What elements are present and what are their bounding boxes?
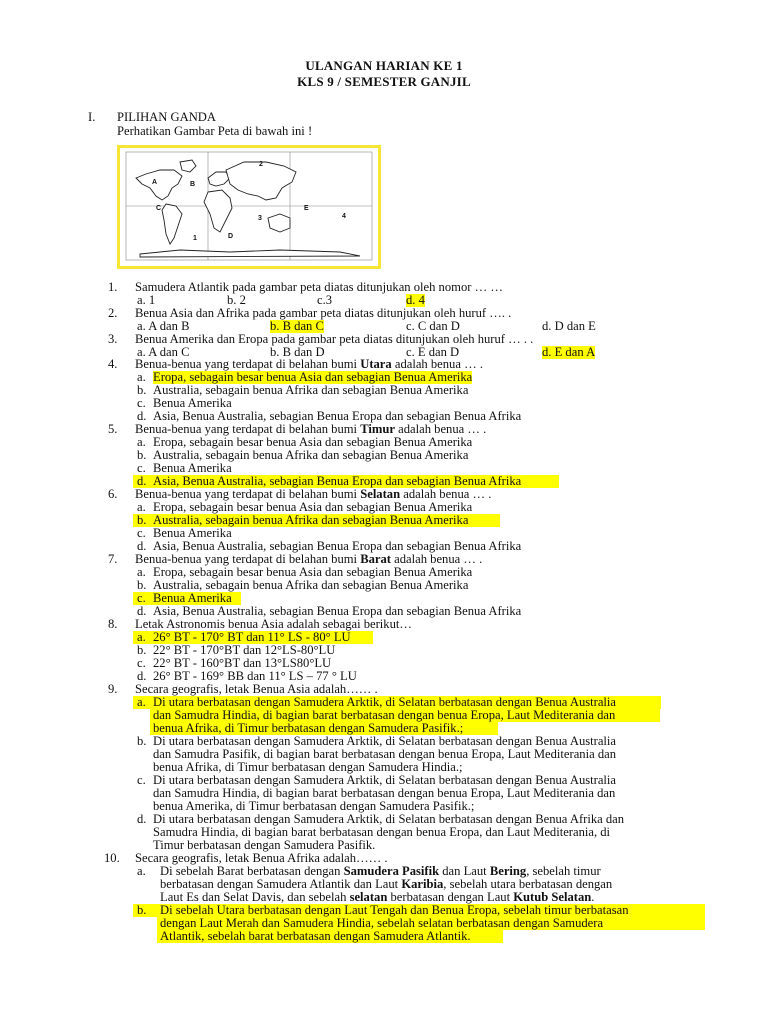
map-label-1: 1 (193, 235, 197, 242)
keyword: Utara (360, 357, 392, 371)
option-c: c. E dan D (406, 345, 460, 359)
option-b: 22° BT - 170°BT dan 12°LS-80°LU (153, 643, 336, 657)
map-label-c: C (156, 205, 162, 212)
option-row: c. Di utara berbatasan dengan Samudera Arktik, di Selatan berbatasan dengan Benua Australia (137, 773, 617, 787)
option-a-highlighted: 26° BT - 170° BT dan 11° LS - 80° LU (153, 630, 351, 644)
question-number: 5. (108, 422, 118, 436)
option-row: c. 22° BT - 160°BT dan 13°LS80°LU (137, 656, 332, 670)
option-row: d. Di utara berbatasan dengan Samudera Arktik, di Selatan berbatasan dengan Benua Afrika dan (137, 812, 625, 826)
option-continuation: Timur berbatasan dengan Samudera Pasifik. (153, 838, 376, 852)
option-row: c. Benua Amerika (137, 396, 232, 410)
section-title: PILIHAN GANDA (117, 110, 216, 124)
option-d-highlighted: d. 4 (406, 293, 425, 307)
option-a: Di sebelah Barat berbatasan dengan Samudera Pasifik dan Laut Bering, sebelah timur (160, 864, 601, 878)
option-row: d. Asia, Benua Australia, sebagian Benua Eropa dan sebagian Benua Afrika (137, 604, 522, 618)
keyword: Selatan (360, 487, 401, 501)
option-b: Di utara berbatasan dengan Samudera Arktik, di Selatan berbatasan dengan Benua Australia (153, 734, 617, 748)
question-number: 4. (108, 357, 118, 371)
map-label-3: 3 (258, 215, 262, 222)
question-text: Samudera Atlantik pada gambar peta diatas ditunjukan oleh nomor … … (135, 280, 503, 294)
question-1 (0, 281, 768, 294)
option-b-highlighted: b. B dan C (270, 319, 324, 333)
map-label-a: A (152, 179, 158, 186)
option-a: a. 1 (137, 293, 156, 307)
option-a: Eropa, sebagain besar benua Asia dan sebagian Benua Amerika (153, 565, 473, 579)
keyword: Barat (360, 552, 391, 566)
option-c: 22° BT - 160°BT dan 13°LS80°LU (153, 656, 332, 670)
option-row: b. Di sebelah Utara berbatasan dengan Laut Tengah dan Benua Eropa, sebelah timur berbatasan (0, 904, 768, 917)
question-text: Benua Amerika dan Eropa pada gambar peta diatas ditunjukan oleh huruf … . . (135, 332, 534, 346)
option-row: b. 22° BT - 170°BT dan 12°LS-80°LU (137, 643, 336, 657)
question-text: Benua-benua yang terdapat di belahan bumi Barat adalah benua … . (135, 552, 483, 566)
option-row: a. Di sebelah Barat berbatasan dengan Samudera Pasifik dan Laut Bering, sebelah timur (137, 864, 601, 878)
option-row: a. Eropa, sebagain besar benua Asia dan sebagian Benua Amerika (137, 370, 473, 384)
option-d: Di utara berbatasan dengan Samudera Arktik, di Selatan berbatasan dengan Benua Afrika dan (153, 812, 625, 826)
option-c: Benua Amerika (153, 461, 232, 475)
question-number: 7. (108, 552, 118, 566)
option-b: Australia, sebagain benua Afrika dan sebagian Benua Amerika (153, 578, 469, 592)
option-continuation: Laut Es dan Selat Davis, dan sebelah selatan berbatasan dengan Laut Kutub Selatan. (160, 890, 595, 904)
question-text: Benua Asia dan Afrika pada gambar peta diatas ditunjukan oleh huruf …. . (135, 306, 512, 320)
option-a: Eropa, sebagain besar benua Asia dan sebagian Benua Amerika (153, 500, 473, 514)
option-a-highlighted: Eropa, sebagain besar benua Asia dan sebagian Benua Amerika (153, 370, 473, 384)
option-d: Asia, Benua Australia, sebagian Benua Eropa dan sebagian Benua Afrika (153, 409, 522, 423)
question-number: 9. (108, 682, 118, 696)
option-a: Eropa, sebagain besar benua Asia dan sebagian Benua Amerika (153, 435, 473, 449)
option-row: c. Benua Amerika (137, 461, 232, 475)
option-d-highlighted: Asia, Benua Australia, sebagian Benua Eropa dan sebagian Benua Afrika (153, 474, 522, 488)
map-label-d: D (228, 233, 234, 240)
question-text: Benua-benua yang terdapat di belahan bumi Timur adalah benua … . (135, 422, 487, 436)
question-text: Benua-benua yang terdapat di belahan bumi Selatan adalah benua … . (135, 487, 492, 501)
option-row: a. Eropa, sebagain besar benua Asia dan sebagian Benua Amerika (137, 500, 473, 514)
option-row: b. Australia, sebagain benua Afrika dan sebagian Benua Amerika (0, 514, 768, 527)
option-row: b. Australia, sebagain benua Afrika dan sebagian Benua Amerika (137, 383, 469, 397)
option-continuation: benua Afrika, di Timur berbatasan dengan Samudera Hindia.; (153, 760, 463, 774)
option-continuation: dan Samudra Hindia, di bagian barat berbatasan dengan benua Eropa, Laut Mediterania dan (153, 786, 616, 800)
option-b-highlighted: Di sebelah Utara berbatasan dengan Laut Tengah dan Benua Eropa, sebelah timur berbatasan (160, 903, 629, 917)
question-text: Letak Astronomis benua Asia adalah sebagai berikut… (135, 617, 412, 631)
option-row: a. Eropa, sebagain besar benua Asia dan sebagian Benua Amerika (137, 565, 473, 579)
question-text: Benua-benua yang terdapat di belahan bumi Utara adalah benua … . (135, 357, 483, 371)
question-8 (0, 618, 768, 631)
option-d: Asia, Benua Australia, sebagian Benua Eropa dan sebagian Benua Afrika (153, 604, 522, 618)
question-number: 1. (108, 280, 118, 294)
option-row: c. Benua Amerika (137, 526, 232, 540)
option-b-highlighted: Australia, sebagain benua Afrika dan sebagian Benua Amerika (153, 513, 469, 527)
option-c: c.3 (317, 293, 333, 307)
option-row: d. Asia, Benua Australia, sebagian Benua Eropa dan sebagian Benua Afrika (137, 539, 522, 553)
option-continuation: benua Afrika, di Timur berbatasan dengan Samudera Pasifik.; (0, 722, 768, 735)
section-intro: Perhatikan Gambar Peta di bawah ini ! (117, 124, 313, 138)
option-row: b. Di utara berbatasan dengan Samudera Arktik, di Selatan berbatasan dengan Benua Australia (137, 734, 617, 748)
option-row: d. Asia, Benua Australia, sebagian Benua Eropa dan sebagian Benua Afrika (0, 475, 768, 488)
question-number: 3. (108, 332, 118, 346)
option-b: Australia, sebagain benua Afrika dan sebagian Benua Amerika (153, 383, 469, 397)
option-c-highlighted: Benua Amerika (153, 591, 232, 605)
option-b: Australia, sebagain benua Afrika dan sebagian Benua Amerika (153, 448, 469, 462)
option-row: b. Australia, sebagain benua Afrika dan sebagian Benua Amerika (137, 448, 469, 462)
document-title: ULANGAN HARIAN KE 1 (305, 58, 463, 73)
option-c: Benua Amerika (153, 526, 232, 540)
option-row: d. Asia, Benua Australia, sebagian Benua Eropa dan sebagian Benua Afrika (137, 409, 522, 423)
section-number: I. (88, 110, 96, 124)
option-continuation: Samudra Hindia, di bagian barat berbatasan dengan benua Eropa, dan Laut Mediterania, di (153, 825, 611, 839)
option-c: Di utara berbatasan dengan Samudera Arktik, di Selatan berbatasan dengan Benua Australia (153, 773, 617, 787)
document-subtitle: KLS 9 / SEMESTER GANJIL (297, 74, 471, 89)
question-2 (0, 307, 768, 320)
map-label-b: B (190, 181, 196, 188)
world-map-figure (117, 145, 381, 269)
option-a-highlighted: Di utara berbatasan dengan Samudera Arktik, di Selatan berbatasan dengan Benua Australia (153, 695, 617, 709)
option-continuation: berbatasan dengan Samudera Atlantik dan Laut Karibia, sebelah utara berbatasan dengan (160, 877, 613, 891)
map-label-e: E (304, 205, 309, 212)
option-c: c. C dan D (406, 319, 460, 333)
option-a: a. A dan B (137, 319, 190, 333)
keyword: Timur (360, 422, 395, 436)
question-text: Secara geografis, letak Benua Asia adalah…… . (135, 682, 378, 696)
option-continuation: benua Amerika, di Timur berbatasan dengan Samudera Pasifik.; (153, 799, 475, 813)
option-continuation: dan Samudra Pasifik, di bagian barat berbatasan dengan benua Eropa, Laut Mediterania dan (153, 747, 616, 761)
world-map-drawing (120, 148, 378, 266)
question-number: 8. (108, 617, 118, 631)
option-row: a. 26° BT - 170° BT dan 11° LS - 80° LU (0, 631, 768, 644)
question-number: 6. (108, 487, 118, 501)
map-label-4: 4 (342, 213, 346, 220)
option-row: a. Di utara berbatasan dengan Samudera Arktik, di Selatan berbatasan dengan Benua Australia (0, 696, 768, 709)
question-number: 2. (108, 306, 118, 320)
option-d: d. D dan E (542, 319, 596, 333)
question-3 (0, 333, 768, 346)
option-d: 26° BT - 169° BB dan 11° LS – 77 ° LU (153, 669, 357, 683)
continent-outlines (136, 160, 360, 257)
option-row: d. 26° BT - 169° BB dan 11° LS – 77 ° LU (137, 669, 357, 683)
question-number: 10. (104, 851, 120, 865)
option-row: b. Australia, sebagain benua Afrika dan sebagian Benua Amerika (137, 578, 469, 592)
option-d: Asia, Benua Australia, sebagian Benua Eropa dan sebagian Benua Afrika (153, 539, 522, 553)
option-continuation: Atlantik, sebelah barat berbatasan dengan Samudera Atlantik. (0, 930, 768, 943)
option-d-highlighted: d. E dan A (542, 345, 596, 359)
option-continuation: dan Samudra Hindia, di bagian barat berbatasan dengan benua Eropa, Laut Mediterania dan (0, 709, 768, 722)
option-row: c. Benua Amerika (0, 592, 768, 605)
map-label-2: 2 (259, 161, 263, 168)
option-b: b. B dan D (270, 345, 325, 359)
option-continuation: dengan Laut Merah dan Samudera Hindia, sebelah selatan berbatasan dengan Samudera (0, 917, 768, 930)
option-row: a. Eropa, sebagain besar benua Asia dan sebagian Benua Amerika (137, 435, 473, 449)
option-c: Benua Amerika (153, 396, 232, 410)
option-a: a. A dan C (137, 345, 190, 359)
option-b: b. 2 (227, 293, 246, 307)
question-text: Secara geografis, letak Benua Afrika adalah…… . (135, 851, 388, 865)
